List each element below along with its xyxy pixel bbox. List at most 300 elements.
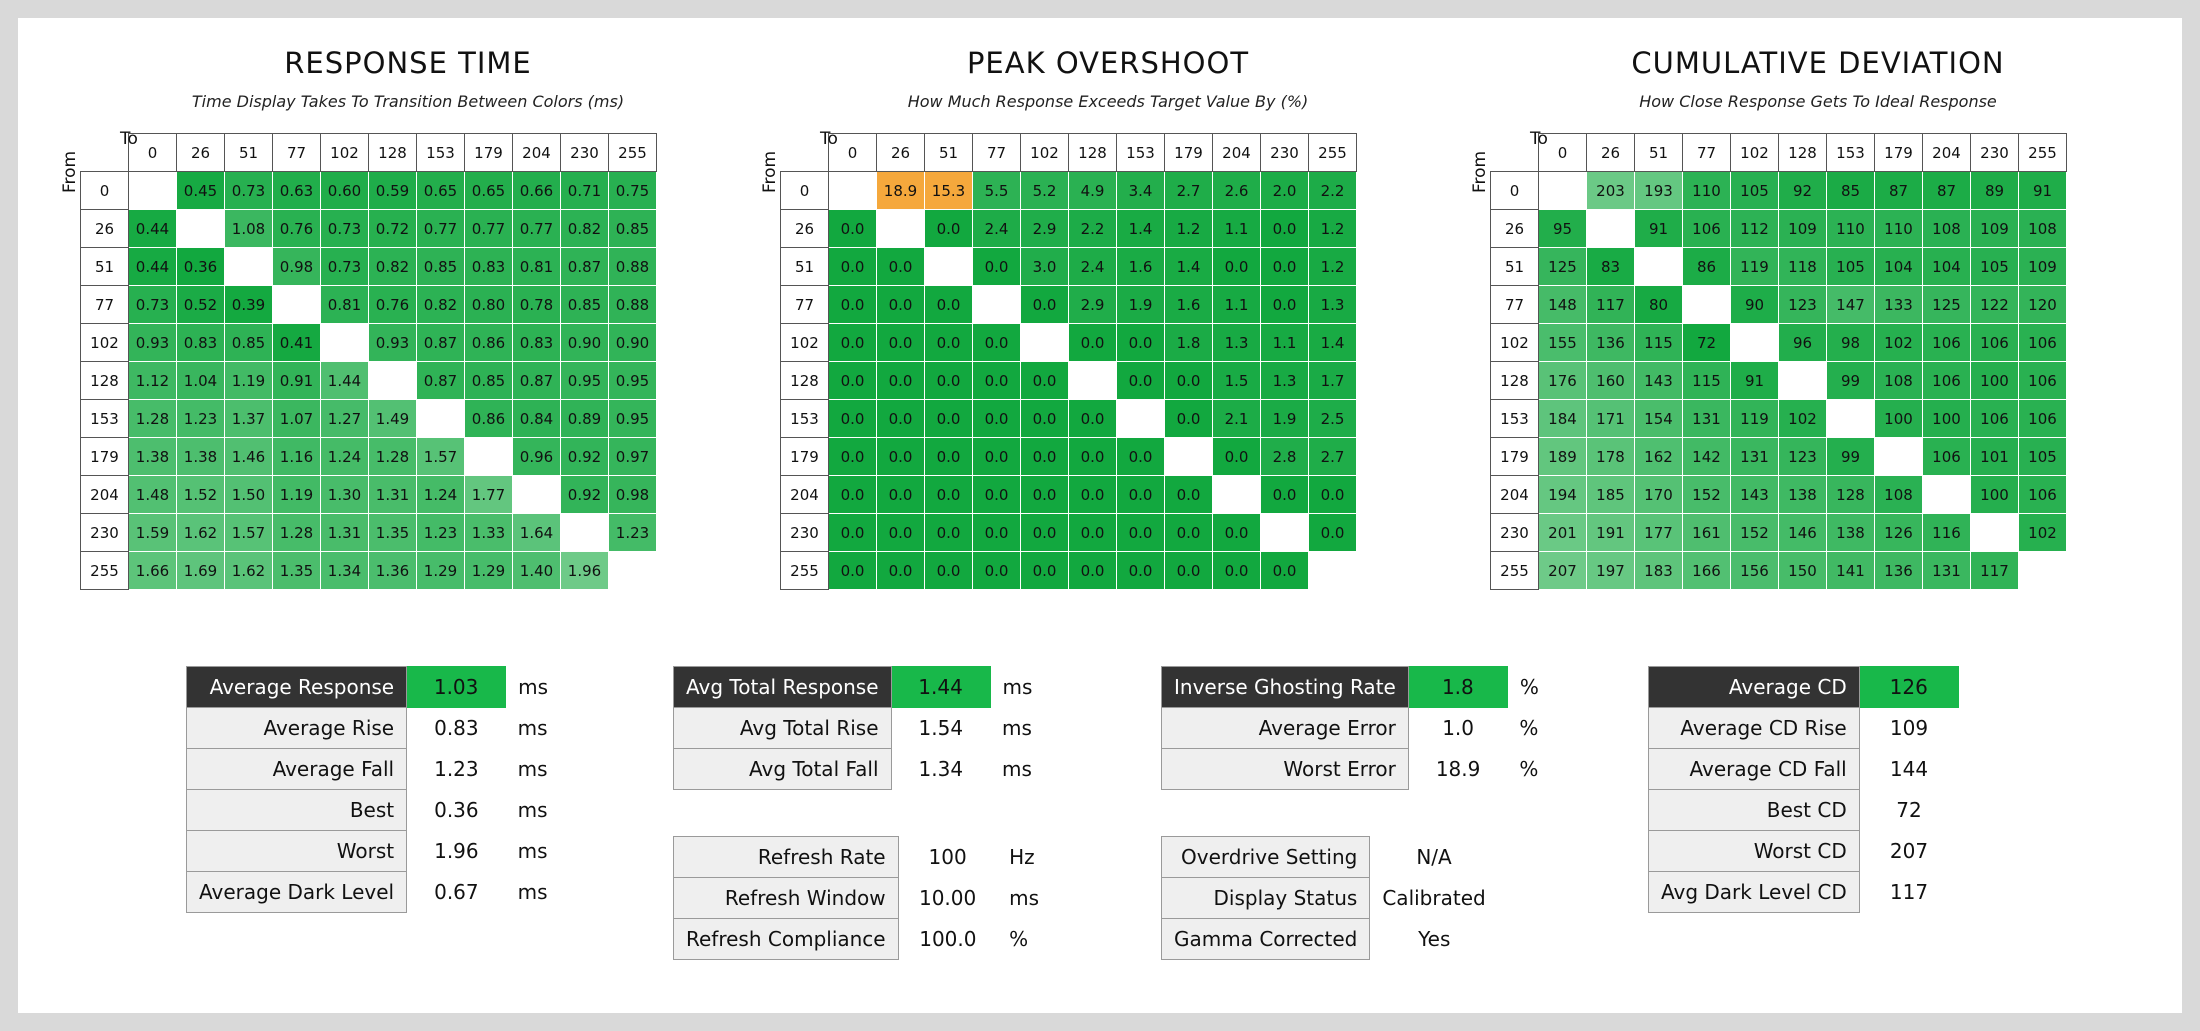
matrix-diagonal-cell bbox=[1683, 286, 1731, 324]
column-header: 77 bbox=[273, 134, 321, 172]
stat-unit: ms bbox=[517, 839, 548, 863]
matrix-cell: 0.0 bbox=[829, 514, 877, 552]
matrix-cell: 106 bbox=[2019, 362, 2067, 400]
matrix-cell: 108 bbox=[1875, 476, 1923, 514]
matrix-cell: 0.0 bbox=[1021, 476, 1069, 514]
table-row bbox=[1491, 286, 2067, 324]
column-header: 102 bbox=[1021, 134, 1069, 172]
matrix-cell: 1.2 bbox=[1165, 210, 1213, 248]
stats-group-total-response bbox=[673, 666, 1056, 790]
matrix-cell: 1.28 bbox=[273, 514, 321, 552]
matrix-cell: 147 bbox=[1827, 286, 1875, 324]
matrix-cell: 0.93 bbox=[129, 324, 177, 362]
table-row bbox=[1491, 476, 2067, 514]
stat-label: Avg Total Response bbox=[674, 667, 892, 708]
stat-unit: % bbox=[1009, 927, 1029, 951]
matrix-cell: 0.0 bbox=[1021, 400, 1069, 438]
matrix-cell: 0.76 bbox=[273, 210, 321, 248]
matrix-cell: 166 bbox=[1683, 552, 1731, 590]
matrix-cell: 1.66 bbox=[129, 552, 177, 590]
row-header: 77 bbox=[781, 286, 829, 324]
matrix-cell: 109 bbox=[1971, 210, 2019, 248]
matrix-cell: 91 bbox=[1731, 362, 1779, 400]
matrix-cell: 106 bbox=[1683, 210, 1731, 248]
matrix-cell: 0.0 bbox=[925, 210, 973, 248]
stats-group-ghosting bbox=[1161, 666, 1573, 790]
matrix-cell: 110 bbox=[1683, 172, 1731, 210]
matrix-cell: 148 bbox=[1539, 286, 1587, 324]
matrix-cell: 0.83 bbox=[513, 324, 561, 362]
matrix-diagonal-cell bbox=[1069, 362, 1117, 400]
heatmap-0 bbox=[80, 133, 758, 590]
stat-label: Worst bbox=[187, 831, 407, 872]
matrix-cell: 0.44 bbox=[129, 210, 177, 248]
stats-group-response bbox=[186, 666, 571, 913]
matrix-cell: 1.2 bbox=[1309, 248, 1357, 286]
matrix-cell: 0.95 bbox=[609, 400, 657, 438]
matrix-cell: 0.85 bbox=[225, 324, 273, 362]
matrix-cell: 87 bbox=[1923, 172, 1971, 210]
matrix-cell: 117 bbox=[1971, 552, 2019, 590]
panel-title: RESPONSE TIME bbox=[284, 46, 532, 80]
column-header: 204 bbox=[513, 134, 561, 172]
matrix-cell: 95 bbox=[1539, 210, 1587, 248]
matrix-cell: 201 bbox=[1539, 514, 1587, 552]
matrix-diagonal-cell bbox=[129, 172, 177, 210]
matrix-cell: 0.83 bbox=[177, 324, 225, 362]
column-header: 230 bbox=[1971, 134, 2019, 172]
matrix-cell: 1.23 bbox=[177, 400, 225, 438]
stats-row bbox=[187, 790, 571, 831]
row-header: 255 bbox=[1491, 552, 1539, 590]
stat-unit bbox=[1958, 831, 2023, 872]
matrix-cell: 0.0 bbox=[1165, 552, 1213, 590]
matrix-cell: 1.31 bbox=[321, 514, 369, 552]
stat-unit: ms bbox=[517, 716, 548, 740]
row-header: 51 bbox=[781, 248, 829, 286]
column-header: 153 bbox=[1827, 134, 1875, 172]
matrix-cell: 1.1 bbox=[1213, 210, 1261, 248]
matrix-cell: 0.0 bbox=[1261, 476, 1309, 514]
matrix-cell: 0.85 bbox=[417, 248, 465, 286]
matrix-cell: 184 bbox=[1539, 400, 1587, 438]
column-header: 0 bbox=[129, 134, 177, 172]
matrix-diagonal-cell bbox=[609, 552, 657, 590]
matrix-cell: 0.0 bbox=[1309, 476, 1357, 514]
matrix-cell: 100 bbox=[1923, 400, 1971, 438]
matrix-cell: 0.0 bbox=[1261, 248, 1309, 286]
matrix-cell: 0.0 bbox=[829, 210, 877, 248]
table-row bbox=[1491, 438, 2067, 476]
matrix-cell: 119 bbox=[1731, 248, 1779, 286]
matrix-cell: 115 bbox=[1635, 324, 1683, 362]
matrix-cell: 1.46 bbox=[225, 438, 273, 476]
matrix-cell: 0.52 bbox=[177, 286, 225, 324]
stat-value: 1.96 bbox=[434, 839, 479, 863]
stats-table bbox=[1648, 666, 2024, 913]
table-row bbox=[1491, 552, 2067, 590]
stat-label: Refresh Window bbox=[674, 878, 899, 919]
stats-row bbox=[1649, 667, 2024, 708]
matrix-cell: 120 bbox=[2019, 286, 2067, 324]
matrix-cell: 5.2 bbox=[1021, 172, 1069, 210]
matrix-cell: 131 bbox=[1731, 438, 1779, 476]
table-row bbox=[81, 248, 657, 286]
matrix-cell: 162 bbox=[1635, 438, 1683, 476]
row-header: 179 bbox=[781, 438, 829, 476]
matrix-diagonal-cell bbox=[1309, 552, 1357, 590]
column-header: 102 bbox=[1731, 134, 1779, 172]
matrix-cell: 109 bbox=[1779, 210, 1827, 248]
matrix-cell: 0.92 bbox=[561, 438, 609, 476]
matrix-diagonal-cell bbox=[1021, 324, 1069, 362]
matrix-cell: 0.65 bbox=[465, 172, 513, 210]
axis-label-to: To bbox=[820, 129, 838, 149]
stat-value: 0.36 bbox=[434, 798, 479, 822]
matrix-cell: 1.07 bbox=[273, 400, 321, 438]
table-row bbox=[81, 400, 657, 438]
stat-unit: % bbox=[1519, 716, 1539, 740]
row-header: 153 bbox=[1491, 400, 1539, 438]
matrix-diagonal-cell bbox=[1587, 210, 1635, 248]
stat-label: Inverse Ghosting Rate bbox=[1162, 667, 1409, 708]
matrix-cell: 152 bbox=[1731, 514, 1779, 552]
row-header: 51 bbox=[81, 248, 129, 286]
matrix-cell: 1.50 bbox=[225, 476, 273, 514]
stat-label: Gamma Corrected bbox=[1162, 919, 1370, 960]
table-row bbox=[81, 210, 657, 248]
table-row bbox=[81, 324, 657, 362]
matrix-cell: 2.7 bbox=[1309, 438, 1357, 476]
matrix-cell: 0.88 bbox=[609, 248, 657, 286]
matrix-cell: 1.19 bbox=[273, 476, 321, 514]
column-header: 26 bbox=[877, 134, 925, 172]
matrix-cell: 99 bbox=[1827, 362, 1875, 400]
matrix-cell: 0.44 bbox=[129, 248, 177, 286]
column-header: 77 bbox=[1683, 134, 1731, 172]
stats-row bbox=[674, 749, 1056, 790]
heatmap-2 bbox=[1490, 133, 2168, 590]
stats-row bbox=[674, 878, 1062, 919]
matrix-cell: 141 bbox=[1827, 552, 1875, 590]
matrix-cell: 86 bbox=[1683, 248, 1731, 286]
matrix-cell: 0.88 bbox=[609, 286, 657, 324]
stats-row bbox=[674, 667, 1056, 708]
stat-value: 1.8 bbox=[1408, 667, 1507, 708]
matrix-cell: 85 bbox=[1827, 172, 1875, 210]
matrix-cell: 108 bbox=[1875, 362, 1923, 400]
stats-body-group3b bbox=[1162, 837, 1563, 960]
column-header: 255 bbox=[1309, 134, 1357, 172]
stats-row bbox=[1162, 837, 1563, 878]
stat-value: 1.0 bbox=[1442, 716, 1474, 741]
matrix-cell: 0.80 bbox=[465, 286, 513, 324]
matrix-cell: 203 bbox=[1587, 172, 1635, 210]
matrix-cell: 0.0 bbox=[1213, 248, 1261, 286]
heatmap-table bbox=[1490, 133, 2067, 590]
stat-value: N/A bbox=[1416, 845, 1452, 869]
stat-value: Yes bbox=[1418, 927, 1451, 951]
matrix-cell: 193 bbox=[1635, 172, 1683, 210]
matrix-cell: 189 bbox=[1539, 438, 1587, 476]
report-card bbox=[18, 18, 2182, 1013]
matrix-cell: 136 bbox=[1875, 552, 1923, 590]
matrix-cell: 0.85 bbox=[465, 362, 513, 400]
matrix-diagonal-cell bbox=[369, 362, 417, 400]
matrix-cell: 2.2 bbox=[1309, 172, 1357, 210]
matrix-cell: 0.0 bbox=[1261, 210, 1309, 248]
matrix-cell: 1.48 bbox=[129, 476, 177, 514]
stat-value: 1.54 bbox=[918, 716, 964, 741]
matrix-cell: 106 bbox=[1971, 324, 2019, 362]
matrix-cell: 0.0 bbox=[925, 362, 973, 400]
matrix-cell: 1.3 bbox=[1213, 324, 1261, 362]
matrix-cell: 1.3 bbox=[1309, 286, 1357, 324]
matrix-cell: 0.45 bbox=[177, 172, 225, 210]
stats-row bbox=[674, 837, 1062, 878]
stats-body-group1 bbox=[187, 667, 571, 913]
matrix-cell: 91 bbox=[1635, 210, 1683, 248]
stats-group-display bbox=[1161, 836, 1563, 960]
row-header: 204 bbox=[1491, 476, 1539, 514]
matrix-cell: 171 bbox=[1587, 400, 1635, 438]
matrix-cell: 0.0 bbox=[1069, 552, 1117, 590]
matrix-diagonal-cell bbox=[417, 400, 465, 438]
matrix-cell: 98 bbox=[1827, 324, 1875, 362]
row-header: 204 bbox=[81, 476, 129, 514]
column-header: 179 bbox=[465, 134, 513, 172]
axis-label-to: To bbox=[1530, 129, 1548, 149]
stat-label: Average CD bbox=[1649, 667, 1860, 708]
matrix-diagonal-cell bbox=[877, 210, 925, 248]
stat-unit bbox=[1958, 872, 2023, 913]
matrix-cell: 0.0 bbox=[973, 514, 1021, 552]
matrix-cell: 0.86 bbox=[465, 400, 513, 438]
matrix-diagonal-cell bbox=[1875, 438, 1923, 476]
matrix-cell: 1.62 bbox=[225, 552, 273, 590]
matrix-cell: 0.78 bbox=[513, 286, 561, 324]
panel-subtitle: How Close Response Gets To Ideal Response bbox=[1639, 92, 1997, 111]
table-row bbox=[1491, 248, 2067, 286]
matrix-cell: 115 bbox=[1683, 362, 1731, 400]
stat-unit: ms bbox=[518, 675, 549, 699]
matrix-cell: 185 bbox=[1587, 476, 1635, 514]
table-row bbox=[781, 514, 1357, 552]
matrix-cell: 0.87 bbox=[417, 324, 465, 362]
matrix-cell: 1.4 bbox=[1309, 324, 1357, 362]
stat-label: Average Response bbox=[187, 667, 407, 708]
matrix-cell: 122 bbox=[1971, 286, 2019, 324]
matrix-cell: 0.0 bbox=[877, 362, 925, 400]
row-header: 102 bbox=[781, 324, 829, 362]
matrix-cell: 0.93 bbox=[369, 324, 417, 362]
matrix-cell: 1.08 bbox=[225, 210, 273, 248]
stat-label: Worst Error bbox=[1162, 749, 1409, 790]
matrix-cell: 0.63 bbox=[273, 172, 321, 210]
matrix-diagonal-cell bbox=[1971, 514, 2019, 552]
matrix-cell: 0.0 bbox=[1117, 476, 1165, 514]
matrix-cell: 1.23 bbox=[417, 514, 465, 552]
matrix-cell: 1.6 bbox=[1165, 286, 1213, 324]
matrix-cell: 0.0 bbox=[973, 362, 1021, 400]
matrix-cell: 0.0 bbox=[1261, 286, 1309, 324]
row-header: 179 bbox=[81, 438, 129, 476]
matrix-cell: 0.0 bbox=[925, 476, 973, 514]
matrix-cell: 5.5 bbox=[973, 172, 1021, 210]
matrix-cell: 0.75 bbox=[609, 172, 657, 210]
row-header: 179 bbox=[1491, 438, 1539, 476]
stat-unit bbox=[1498, 837, 1562, 878]
stats-table bbox=[1161, 666, 1573, 790]
matrix-diagonal-cell bbox=[1117, 400, 1165, 438]
stats-group-cd bbox=[1648, 666, 2024, 913]
stat-label: Average CD Rise bbox=[1649, 708, 1860, 749]
matrix-cell: 0.39 bbox=[225, 286, 273, 324]
column-header: 77 bbox=[973, 134, 1021, 172]
stat-value: 100.0 bbox=[919, 927, 977, 951]
matrix-cell: 1.5 bbox=[1213, 362, 1261, 400]
column-header: 255 bbox=[609, 134, 657, 172]
stat-value: 0.83 bbox=[434, 716, 479, 741]
matrix-cell: 0.0 bbox=[829, 438, 877, 476]
matrix-cell: 1.57 bbox=[417, 438, 465, 476]
matrix-cell: 0.84 bbox=[513, 400, 561, 438]
matrix-cell: 125 bbox=[1923, 286, 1971, 324]
row-header: 128 bbox=[1491, 362, 1539, 400]
table-row bbox=[781, 210, 1357, 248]
matrix-cell: 0.83 bbox=[465, 248, 513, 286]
matrix-cell: 18.9 bbox=[877, 172, 925, 210]
matrix-cell: 101 bbox=[1971, 438, 2019, 476]
matrix-cell: 0.0 bbox=[829, 324, 877, 362]
matrix-cell: 2.7 bbox=[1165, 172, 1213, 210]
matrix-cell: 3.0 bbox=[1021, 248, 1069, 286]
matrix-cell: 0.87 bbox=[417, 362, 465, 400]
stats-row bbox=[187, 872, 571, 913]
matrix-cell: 1.35 bbox=[273, 552, 321, 590]
stat-unit: % bbox=[1519, 757, 1539, 781]
stat-label: Average Rise bbox=[187, 708, 407, 749]
matrix-cell: 1.96 bbox=[561, 552, 609, 590]
stat-unit: ms bbox=[517, 880, 548, 904]
matrix-cell: 0.0 bbox=[1117, 362, 1165, 400]
matrix-diagonal-cell bbox=[829, 172, 877, 210]
matrix-cell: 1.77 bbox=[465, 476, 513, 514]
matrix-cell: 0.98 bbox=[273, 248, 321, 286]
matrix-cell: 105 bbox=[2019, 438, 2067, 476]
matrix-cell: 106 bbox=[1971, 400, 2019, 438]
matrix-cell: 143 bbox=[1731, 476, 1779, 514]
matrix-cell: 102 bbox=[2019, 514, 2067, 552]
matrix-cell: 133 bbox=[1875, 286, 1923, 324]
matrix-cell: 1.49 bbox=[369, 400, 417, 438]
matrix-cell: 2.4 bbox=[1069, 248, 1117, 286]
stat-label: Average Dark Level bbox=[187, 872, 407, 913]
matrix-cell: 0.87 bbox=[561, 248, 609, 286]
matrix-cell: 0.0 bbox=[973, 552, 1021, 590]
matrix-cell: 0.0 bbox=[1069, 476, 1117, 514]
stats-body-group2b bbox=[674, 837, 1062, 960]
matrix-cell: 160 bbox=[1587, 362, 1635, 400]
column-header: 153 bbox=[417, 134, 465, 172]
matrix-cell: 1.52 bbox=[177, 476, 225, 514]
matrix-cell: 154 bbox=[1635, 400, 1683, 438]
matrix-cell: 0.0 bbox=[1069, 400, 1117, 438]
matrix-cell: 0.41 bbox=[273, 324, 321, 362]
stats-row bbox=[187, 708, 571, 749]
table-row bbox=[781, 438, 1357, 476]
matrix-cell: 0.90 bbox=[609, 324, 657, 362]
matrix-cell: 0.96 bbox=[513, 438, 561, 476]
stats-row bbox=[1649, 872, 2024, 913]
row-header: 77 bbox=[1491, 286, 1539, 324]
matrix-cell: 1.36 bbox=[369, 552, 417, 590]
stat-unit bbox=[1498, 919, 1562, 960]
matrix-cell: 15.3 bbox=[925, 172, 973, 210]
column-header: 230 bbox=[561, 134, 609, 172]
matrix-diagonal-cell bbox=[273, 286, 321, 324]
matrix-cell: 105 bbox=[1827, 248, 1875, 286]
matrix-cell: 0.86 bbox=[465, 324, 513, 362]
matrix-cell: 0.0 bbox=[1165, 514, 1213, 552]
matrix-cell: 1.9 bbox=[1117, 286, 1165, 324]
matrix-cell: 102 bbox=[1875, 324, 1923, 362]
matrix-cell: 125 bbox=[1539, 248, 1587, 286]
matrix-cell: 0.82 bbox=[561, 210, 609, 248]
matrix-cell: 1.30 bbox=[321, 476, 369, 514]
matrix-cell: 117 bbox=[1587, 286, 1635, 324]
column-header: 102 bbox=[321, 134, 369, 172]
matrix-diagonal-cell bbox=[2019, 552, 2067, 590]
column-header: 51 bbox=[925, 134, 973, 172]
matrix-cell: 0.77 bbox=[513, 210, 561, 248]
stat-value: Calibrated bbox=[1382, 886, 1486, 910]
matrix-cell: 0.0 bbox=[829, 476, 877, 514]
matrix-cell: 0.0 bbox=[877, 552, 925, 590]
stats-table bbox=[673, 666, 1056, 790]
matrix-diagonal-cell bbox=[1635, 248, 1683, 286]
stat-label: Avg Total Fall bbox=[674, 749, 892, 790]
stat-value: 1.34 bbox=[918, 757, 964, 781]
stat-label: Best bbox=[187, 790, 407, 831]
matrix-cell: 0.0 bbox=[925, 286, 973, 324]
table-row bbox=[81, 438, 657, 476]
matrix-cell: 170 bbox=[1635, 476, 1683, 514]
matrix-cell: 207 bbox=[1539, 552, 1587, 590]
matrix-cell: 108 bbox=[1923, 210, 1971, 248]
matrix-cell: 0.0 bbox=[877, 248, 925, 286]
matrix-cell: 0.98 bbox=[609, 476, 657, 514]
matrix-cell: 1.1 bbox=[1261, 324, 1309, 362]
matrix-cell: 0.65 bbox=[417, 172, 465, 210]
matrix-cell: 0.0 bbox=[973, 476, 1021, 514]
matrix-cell: 87 bbox=[1875, 172, 1923, 210]
matrix-cell: 0.85 bbox=[609, 210, 657, 248]
matrix-cell: 0.0 bbox=[1261, 552, 1309, 590]
stat-unit: ms bbox=[1002, 675, 1033, 699]
matrix-cell: 116 bbox=[1923, 514, 1971, 552]
matrix-cell: 1.57 bbox=[225, 514, 273, 552]
panel-title: PEAK OVERSHOOT bbox=[966, 46, 1250, 80]
matrix-cell: 0.0 bbox=[1117, 324, 1165, 362]
matrix-cell: 0.82 bbox=[417, 286, 465, 324]
stats-row bbox=[187, 749, 571, 790]
matrix-cell: 1.1 bbox=[1213, 286, 1261, 324]
matrix-cell: 0.0 bbox=[829, 362, 877, 400]
row-header: 255 bbox=[781, 552, 829, 590]
stat-unit bbox=[1958, 790, 2023, 831]
stat-unit: ms bbox=[1002, 757, 1032, 781]
